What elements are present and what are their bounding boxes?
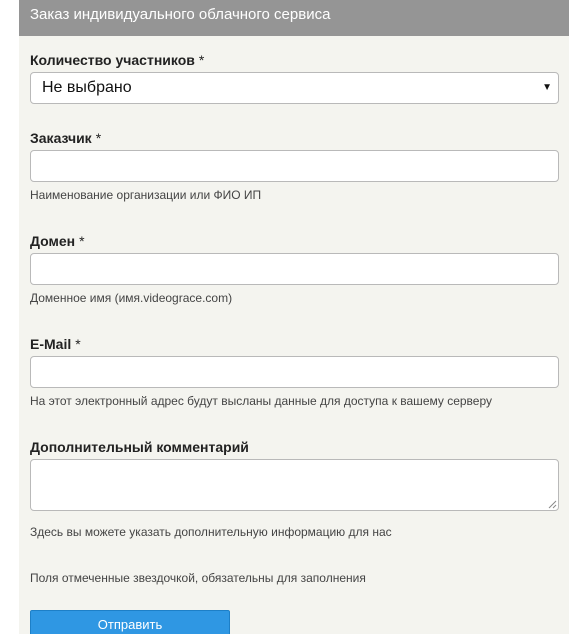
email-hint: На этот электронный адрес будут высланы данные для доступа к вашему серверу (30, 394, 493, 408)
comment-label-text: Дополнительный комментарий (30, 439, 249, 455)
email-label (30, 336, 81, 352)
submit-button[interactable]: Отправить (30, 610, 230, 634)
required-mark: * (75, 336, 81, 352)
required-fields-note: Поля отмеченные звездочкой, обязательны для заполнения (30, 571, 366, 585)
required-mark: * (95, 130, 102, 146)
customer-input[interactable] (30, 150, 559, 182)
comment-hint: Здесь вы можете указать дополнительную информацию для нас (30, 525, 392, 539)
domain-input[interactable] (30, 253, 559, 285)
participants-select[interactable] (30, 72, 559, 104)
comment-textarea[interactable] (30, 459, 559, 511)
participants-selected-value: Не выбрано (42, 79, 132, 96)
required-mark: * (79, 233, 85, 249)
triangle-down-icon: ▼ (542, 82, 552, 93)
required-mark: * (198, 52, 205, 68)
customer-hint: Наименование организации или ФИО ИП (30, 188, 262, 202)
domain-hint: Доменное имя (имя.videograce.com) (30, 291, 233, 305)
customer-label (30, 130, 101, 146)
domain-label (30, 233, 85, 249)
participants-label (30, 52, 204, 68)
order-form-panel (19, 0, 569, 634)
email-input[interactable] (30, 356, 559, 388)
email-label-text: E-Mail (30, 336, 72, 352)
form-title: Заказ индивидуального облачного сервиса (19, 0, 569, 36)
resize-grip-icon[interactable] (548, 500, 557, 509)
customer-label-text: Заказчик (30, 130, 92, 146)
domain-label-text: Домен (30, 233, 76, 249)
comment-label (30, 439, 249, 455)
participants-label-text: Количество участников (30, 52, 195, 68)
